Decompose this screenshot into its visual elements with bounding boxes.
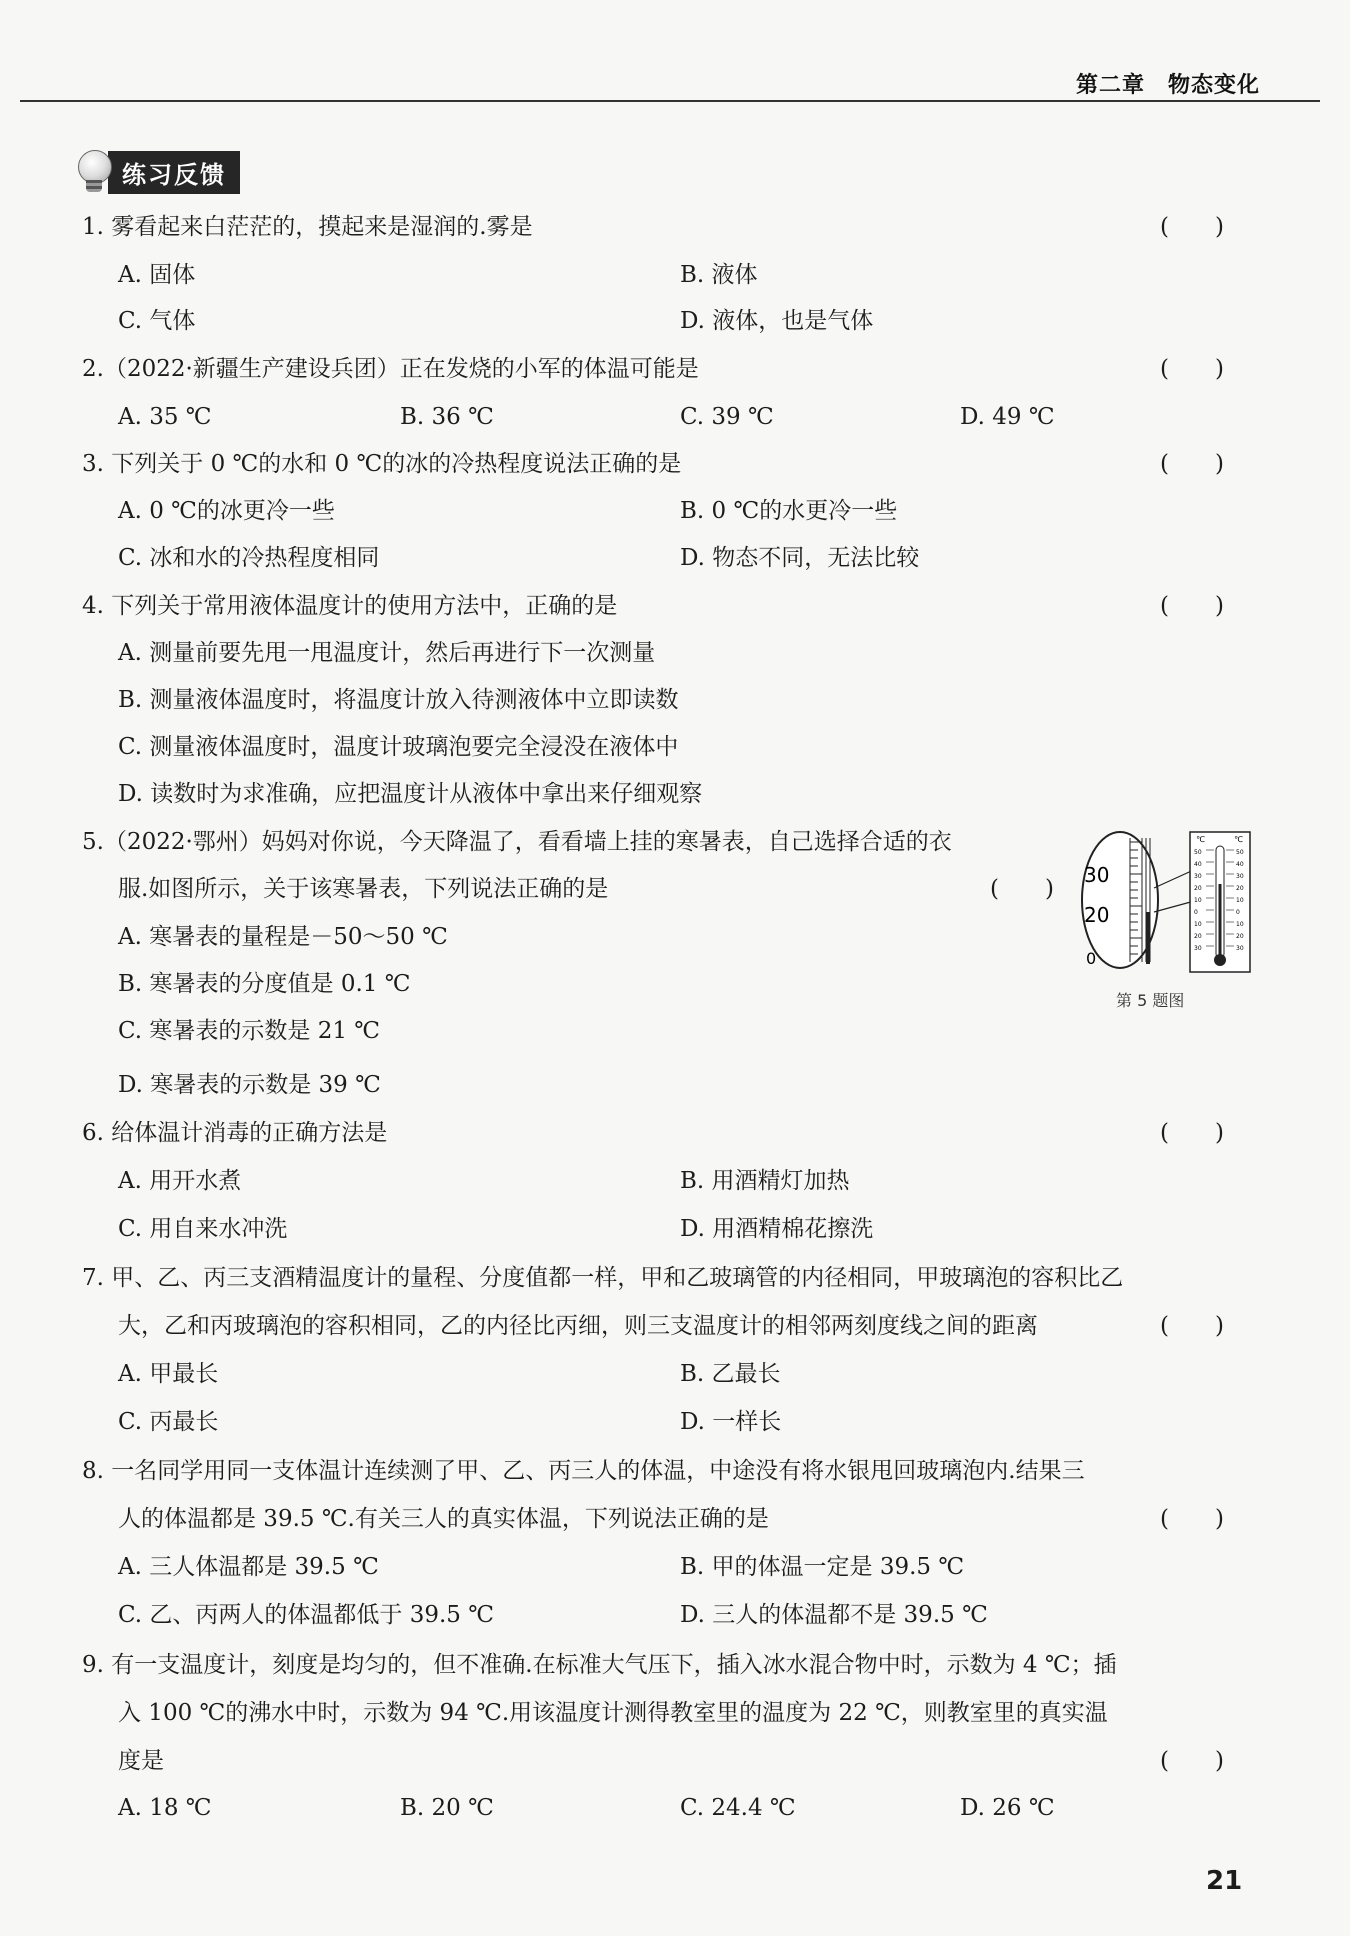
scale-tick-right-neg30: 30 [1236, 945, 1244, 952]
question-6-option-c: C. 用自来水冲洗 [118, 1216, 288, 1242]
question-4-option-b: B. 测量液体温度时，将温度计放入待测液体中立即读数 [118, 687, 679, 713]
thermometer-illustration [1080, 828, 1258, 978]
section-title: 练习反馈 [108, 151, 240, 194]
scale-tick-left-neg20: 20 [1194, 933, 1202, 940]
magnified-label-20: 20 [1084, 903, 1110, 927]
scale-tick-left-neg30: 30 [1194, 945, 1202, 952]
question-7-answer-blank: ( ) [1160, 1313, 1224, 1339]
question-8-option-c: C. 乙、丙两人的体温都低于 39.5 ℃ [118, 1602, 494, 1628]
question-8-stem: 8. 一名同学用同一支体温计连续测了甲、乙、丙三人的体温，中途没有将水银甩回玻璃泡内.结果三 [82, 1458, 1085, 1484]
question-3-option-b: B. 0 ℃的水更冷一些 [680, 498, 898, 524]
question-6-option-d: D. 用酒精棉花擦洗 [680, 1216, 874, 1242]
question-3-stem: 3. 下列关于 0 ℃的水和 0 ℃的冰的冷热程度说法正确的是 [82, 451, 682, 477]
scale-tick-right-0: 0 [1236, 909, 1240, 916]
question-4-stem: 4. 下列关于常用液体温度计的使用方法中，正确的是 [82, 593, 618, 619]
header-divider [20, 100, 1320, 102]
question-7-option-a: A. 甲最长 [118, 1361, 219, 1387]
scale-tick-left-40: 40 [1194, 861, 1202, 868]
scale-unit-left: ℃ [1196, 835, 1205, 844]
question-7-stem-continued: 大，乙和丙玻璃泡的容积相同，乙的内径比丙细，则三支温度计的相邻两刻度线之间的距离 [118, 1313, 1038, 1339]
question-8-option-a: A. 三人体温都是 39.5 ℃ [118, 1554, 379, 1580]
question-9-option-d: D. 26 ℃ [960, 1795, 1055, 1821]
question-4-option-d: D. 读数时为求准确，应把温度计从液体中拿出来仔细观察 [118, 781, 703, 807]
scale-tick-right-20: 20 [1236, 885, 1244, 892]
section-banner [78, 150, 240, 194]
question-4-answer-blank: ( ) [1160, 593, 1224, 619]
question-4-option-a: A. 测量前要先甩一甩温度计，然后再进行下一次测量 [118, 640, 656, 666]
scale-tick-right-50: 50 [1236, 849, 1244, 856]
question-8-stem-continued: 人的体温都是 39.5 ℃.有关三人的真实体温，下列说法正确的是 [118, 1506, 769, 1532]
magnified-label-30: 30 [1084, 863, 1110, 887]
question-7-option-b: B. 乙最长 [680, 1361, 781, 1387]
figure-caption: 第 5 题图 [1116, 991, 1185, 1010]
question-1-option-d: D. 液体，也是气体 [680, 308, 874, 334]
question-8-option-b: B. 甲的体温一定是 39.5 ℃ [680, 1554, 965, 1580]
scale-tick-left-30: 30 [1194, 873, 1202, 880]
question-6-answer-blank: ( ) [1160, 1120, 1224, 1146]
question-5-option-a: A. 寒暑表的量程是－50～50 ℃ [118, 924, 448, 950]
scale-tick-right-neg20: 20 [1236, 933, 1244, 940]
scale-tick-left-10: 10 [1194, 897, 1202, 904]
scale-tick-right-30: 30 [1236, 873, 1244, 880]
question-6-stem: 6. 给体温计消毒的正确方法是 [82, 1120, 388, 1146]
question-1-option-a: A. 固体 [118, 262, 196, 288]
question-4-option-c: C. 测量液体温度时，温度计玻璃泡要完全浸没在液体中 [118, 734, 679, 760]
question-9-option-b: B. 20 ℃ [400, 1795, 494, 1821]
question-8-option-d: D. 三人的体温都不是 39.5 ℃ [680, 1602, 988, 1628]
question-3-option-a: A. 0 ℃的冰更冷一些 [118, 498, 335, 524]
question-6-option-b: B. 用酒精灯加热 [680, 1168, 850, 1194]
question-3-option-d: D. 物态不同，无法比较 [680, 545, 920, 571]
question-8-answer-blank: ( ) [1160, 1506, 1224, 1532]
question-5-stem: 5.（2022·鄂州）妈妈对你说，今天降温了，看看墙上挂的寒暑表，自己选择合适的衣 [82, 829, 952, 855]
question-5-answer-blank: ( ) [990, 876, 1054, 902]
question-7-stem: 7. 甲、乙、丙三支酒精温度计的量程、分度值都一样，甲和乙玻璃管的内径相同，甲玻璃泡的容积比乙 [82, 1265, 1124, 1291]
question-1-option-b: B. 液体 [680, 262, 758, 288]
question-7-option-d: D. 一样长 [680, 1409, 782, 1435]
scale-tick-right-neg10: 10 [1236, 921, 1244, 928]
question-2-option-a: A. 35 ℃ [118, 404, 212, 430]
question-5-stem-continued: 服.如图所示，关于该寒暑表，下列说法正确的是 [118, 876, 609, 902]
question-7-option-c: C. 丙最长 [118, 1409, 219, 1435]
question-2-answer-blank: ( ) [1160, 356, 1224, 382]
question-3-answer-blank: ( ) [1160, 451, 1224, 477]
question-9-stem: 9. 有一支温度计，刻度是均匀的，但不准确.在标准大气压下，插入冰水混合物中时，示数为 4 ℃；插 [82, 1652, 1117, 1678]
question-5-option-d: D. 寒暑表的示数是 39 ℃ [118, 1072, 381, 1098]
question-2-stem: 2.（2022·新疆生产建设兵团）正在发烧的小军的体温可能是 [82, 356, 699, 382]
question-5-option-c: C. 寒暑表的示数是 21 ℃ [118, 1018, 381, 1044]
question-1-answer-blank: ( ) [1160, 214, 1224, 240]
question-9-option-a: A. 18 ℃ [118, 1795, 212, 1821]
question-1-option-c: C. 气体 [118, 308, 196, 334]
scale-tick-right-10: 10 [1236, 897, 1244, 904]
question-5-option-b: B. 寒暑表的分度值是 0.1 ℃ [118, 971, 411, 997]
scale-tick-left-20: 20 [1194, 885, 1202, 892]
scale-tick-left-0: 0 [1194, 909, 1198, 916]
question-1-stem: 1. 雾看起来白茫茫的，摸起来是湿润的.雾是 [82, 214, 533, 240]
question-6-option-a: A. 用开水煮 [118, 1168, 242, 1194]
scale-tick-right-40: 40 [1236, 861, 1244, 868]
chapter-title: 第二章 物态变化 [1075, 73, 1260, 98]
question-9-answer-blank: ( ) [1160, 1748, 1224, 1774]
lightbulb-icon [78, 150, 112, 194]
page-number: 21 [1206, 1866, 1243, 1896]
question-3-option-c: C. 冰和水的冷热程度相同 [118, 545, 380, 571]
question-9-option-c: C. 24.4 ℃ [680, 1795, 796, 1821]
thermometer-figure [1080, 828, 1258, 978]
scale-unit-right: ℃ [1234, 835, 1243, 844]
scale-tick-left-50: 50 [1194, 849, 1202, 856]
question-2-option-c: C. 39 ℃ [680, 404, 774, 430]
question-2-option-b: B. 36 ℃ [400, 404, 494, 430]
question-9-stem-continued: 入 100 ℃的沸水中时，示数为 94 ℃.用该温度计测得教室里的温度为 22 ℃，则教室里的真实温 [118, 1700, 1108, 1726]
magnified-label-0: 0 [1086, 949, 1097, 968]
question-2-option-d: D. 49 ℃ [960, 404, 1055, 430]
scale-tick-left-neg10: 10 [1194, 921, 1202, 928]
question-9-stem-end: 度是 [118, 1748, 164, 1774]
